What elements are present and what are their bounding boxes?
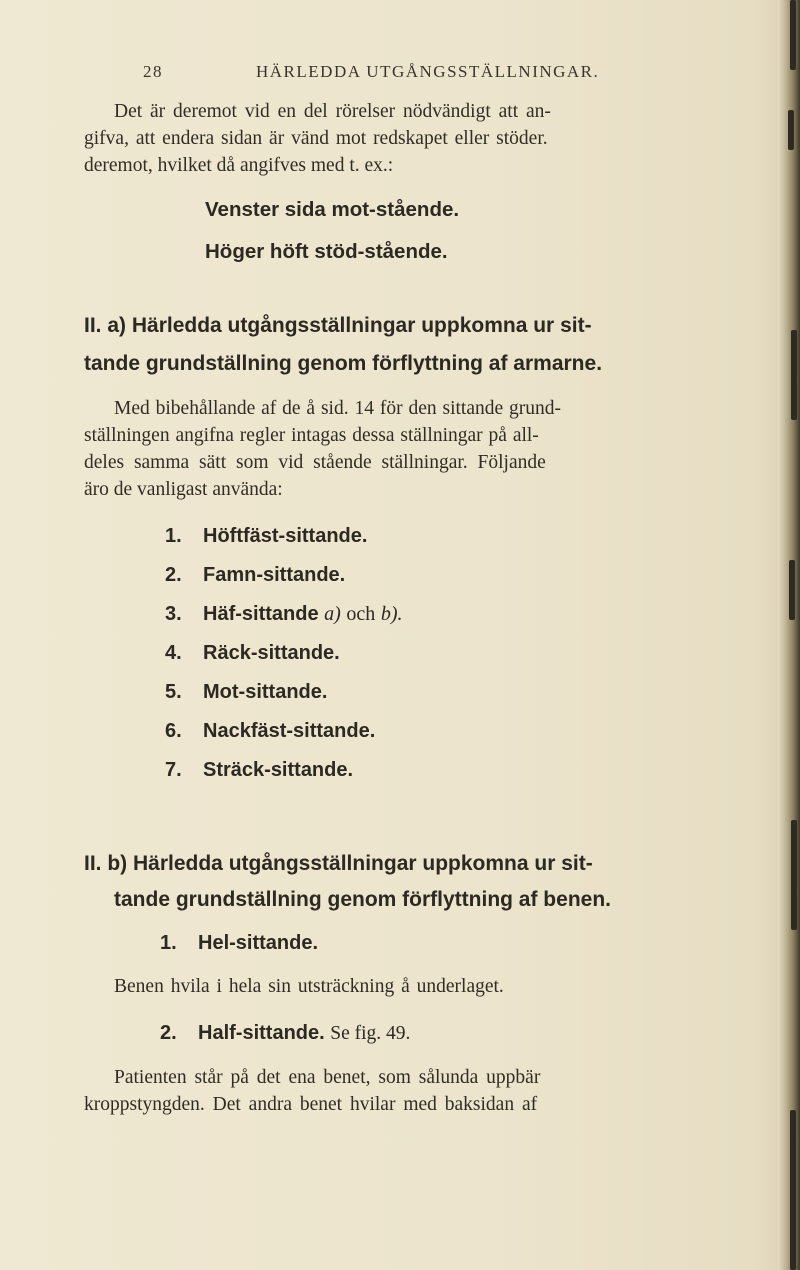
section-a-para-line-3: deles samma sätt som vid stående ställningar. Följande	[84, 452, 546, 473]
list-item-conj: och	[346, 603, 376, 625]
list-item: 4. Räck-sittande.	[165, 642, 340, 664]
section-a-para-line-2: ställningen angifna regler intagas dessa ställningar på all-	[84, 425, 539, 446]
example-venster: Venster sida mot-stående.	[205, 198, 460, 221]
section-b-heading-line-1: II. b) Härledda utgångsställningar uppkomna ur sit-	[84, 852, 593, 875]
section-b-item1-text: Benen hvila i hela sin utsträckning å underlaget.	[114, 976, 504, 997]
page-edge-shadow	[778, 0, 800, 1270]
example-hoger: Höger höft stöd-stående.	[205, 240, 448, 263]
intro-line-1: Det är deremot vid en del rörelser nödvändigt att an-	[114, 101, 551, 122]
edge-mark	[788, 110, 794, 150]
list-item: 7. Sträck-sittande.	[165, 759, 354, 781]
list-item-ref-b: b).	[380, 603, 403, 625]
section-a-para-line-4: äro de vanligast använda:	[84, 479, 283, 500]
closing-line-2: kroppstyngden. Det andra benet hvilar med baksidan af	[84, 1094, 538, 1115]
edge-mark	[789, 560, 795, 620]
list-item: 6. Nackfäst-sittande.	[165, 720, 376, 742]
intro-line-2: gifva, att endera sidan är vänd mot redskapet eller stöder.	[84, 128, 548, 149]
section-b-heading-line-2: tande grundställning genom förflyttning af benen.	[114, 888, 611, 911]
intro-line-3: deremot, hvilket då angifves med t. ex.:	[84, 155, 394, 176]
edge-mark	[790, 1110, 796, 1270]
edge-mark	[791, 820, 797, 930]
closing-line-1: Patienten står på det ena benet, som sålunda uppbär	[114, 1067, 541, 1088]
section-a-heading-line-2: tande grundställning genom förflyttning af armarne.	[84, 352, 603, 375]
list-item: 5. Mot-sittande.	[165, 681, 328, 703]
list-item: 2. Famn-sittande.	[165, 564, 346, 586]
list-item: 3. Häf-sittande a) och b).	[165, 603, 403, 625]
section-a-heading-line-1: II. a) Härledda utgångsställningar uppkomna ur sit-	[84, 314, 592, 337]
edge-mark	[790, 0, 796, 70]
section-a-para-line-1: Med bibehållande af de å sid. 14 för den sittande grund-	[114, 398, 561, 419]
running-title: HÄRLEDDA UTGÅNGSSTÄLLNINGAR.	[256, 62, 600, 81]
edge-mark	[791, 330, 797, 420]
list-item: 1. Höftfäst-sittande.	[165, 525, 368, 547]
figure-reference: Se fig. 49.	[330, 1023, 411, 1044]
page-header	[143, 62, 743, 88]
list-item: 1. Hel-sittande.	[160, 932, 319, 954]
list-item: 2. Half-sittande. Se fig. 49.	[160, 1022, 411, 1044]
page-number: 28	[143, 62, 163, 81]
list-item-ref-a: a)	[324, 603, 341, 625]
